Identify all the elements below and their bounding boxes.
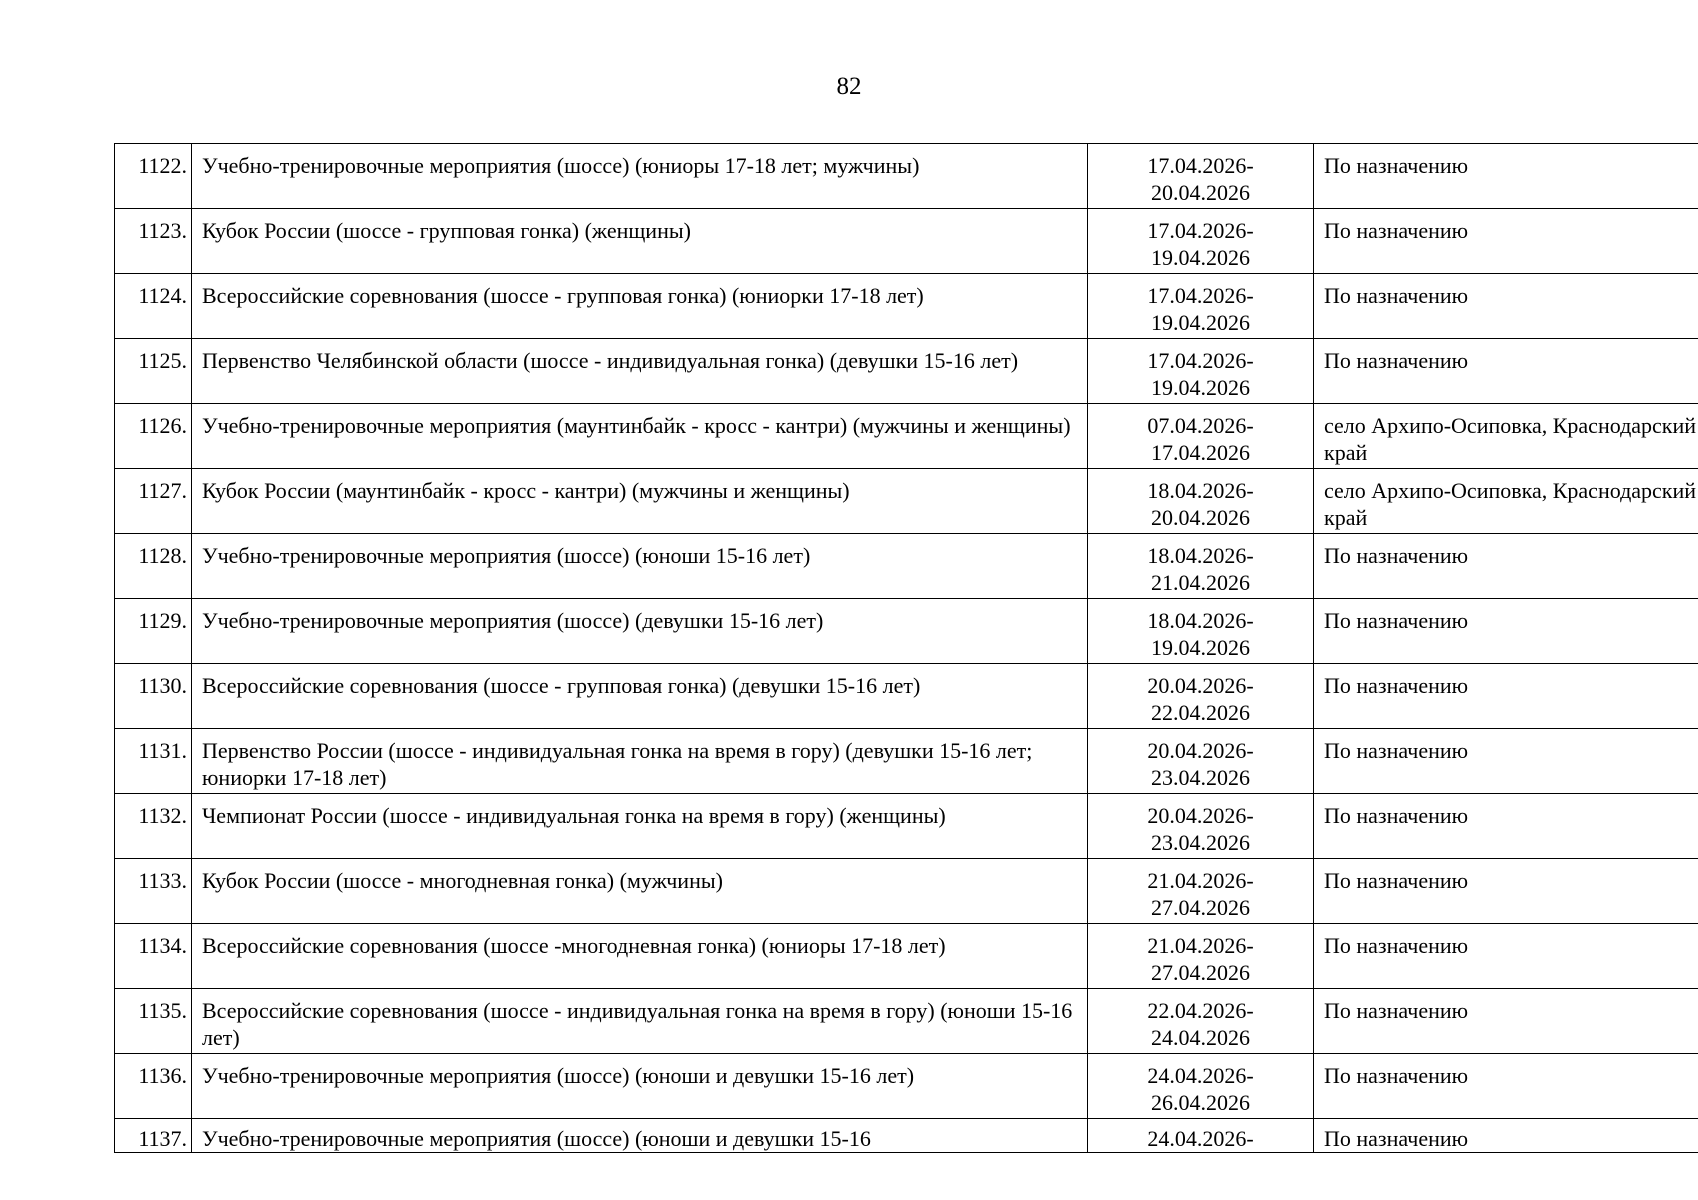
table-row: [115, 924, 1698, 989]
row-number: 1132.: [115, 794, 192, 859]
table-row: [115, 144, 1698, 209]
row-number: 1124.: [115, 274, 192, 339]
event-name: Всероссийские соревнования (шоссе - групповая гонка) (девушки 15-16 лет): [192, 664, 1088, 729]
page-number: 82: [836, 73, 862, 100]
events-table: [114, 143, 1698, 1153]
table-row: [115, 729, 1698, 794]
table-row: [115, 339, 1698, 404]
event-name: Учебно-тренировочные мероприятия (маунтинбайк - кросс - кантри) (мужчины и женщины): [192, 404, 1088, 469]
event-name: Учебно-тренировочные мероприятия (шоссе) (девушки 15-16 лет): [192, 599, 1088, 664]
event-name: Кубок России (шоссе - многодневная гонка) (мужчины): [192, 859, 1088, 924]
event-dates: 17.04.2026-19.04.2026: [1088, 274, 1314, 339]
table-row: [115, 599, 1698, 664]
event-place: По назначению: [1314, 534, 1698, 599]
event-place: По назначению: [1314, 924, 1698, 989]
event-name: Учебно-тренировочные мероприятия (шоссе) (юниоры 17-18 лет; мужчины): [192, 144, 1088, 209]
row-number: 1126.: [115, 404, 192, 469]
row-number: 1135.: [115, 989, 192, 1054]
event-place: По назначению: [1314, 664, 1698, 729]
table-row: [115, 404, 1698, 469]
event-dates: 17.04.2026-19.04.2026: [1088, 209, 1314, 274]
event-place: По назначению: [1314, 274, 1698, 339]
row-number: 1137.: [115, 1119, 192, 1153]
row-number: 1122.: [115, 144, 192, 209]
event-name: Учебно-тренировочные мероприятия (шоссе) (юноши и девушки 15-16 лет): [192, 1054, 1088, 1119]
event-dates: 20.04.2026-23.04.2026: [1088, 794, 1314, 859]
event-place: село Архипо-Осиповка, Краснодарский край: [1314, 404, 1698, 469]
event-dates: 21.04.2026-27.04.2026: [1088, 924, 1314, 989]
table-row: [115, 209, 1698, 274]
table-row: [115, 274, 1698, 339]
event-dates: 17.04.2026-19.04.2026: [1088, 339, 1314, 404]
event-dates: 24.04.2026-26.04.2026: [1088, 1054, 1314, 1119]
row-number: 1130.: [115, 664, 192, 729]
event-place: По назначению: [1314, 859, 1698, 924]
row-number: 1128.: [115, 534, 192, 599]
event-dates: 22.04.2026-24.04.2026: [1088, 989, 1314, 1054]
event-place: По назначению: [1314, 1054, 1698, 1119]
row-number: 1133.: [115, 859, 192, 924]
event-place: По назначению: [1314, 729, 1698, 794]
table-row: [115, 1119, 1698, 1153]
row-number: 1123.: [115, 209, 192, 274]
event-place: По назначению: [1314, 209, 1698, 274]
table-row: [115, 794, 1698, 859]
row-number: 1134.: [115, 924, 192, 989]
event-name: Первенство России (шоссе - индивидуальная гонка на время в гору) (девушки 15-16 лет; юниорки 17-18 лет): [192, 729, 1088, 794]
event-name: Учебно-тренировочные мероприятия (шоссе) (юноши 15-16 лет): [192, 534, 1088, 599]
table-row: [115, 1054, 1698, 1119]
event-name: Всероссийские соревнования (шоссе - групповая гонка) (юниорки 17-18 лет): [192, 274, 1088, 339]
table-row: [115, 989, 1698, 1054]
row-number: 1131.: [115, 729, 192, 794]
row-number: 1125.: [115, 339, 192, 404]
event-dates: 21.04.2026-27.04.2026: [1088, 859, 1314, 924]
event-dates: 18.04.2026-19.04.2026: [1088, 599, 1314, 664]
event-name: Кубок России (шоссе - групповая гонка) (женщины): [192, 209, 1088, 274]
event-name: Всероссийские соревнования (шоссе -многодневная гонка) (юниоры 17-18 лет): [192, 924, 1088, 989]
row-number: 1136.: [115, 1054, 192, 1119]
event-name: Первенство Челябинской области (шоссе - индивидуальная гонка) (девушки 15-16 лет): [192, 339, 1088, 404]
row-number: 1127.: [115, 469, 192, 534]
event-place: По назначению: [1314, 339, 1698, 404]
table-row: [115, 664, 1698, 729]
event-dates: 24.04.2026-: [1088, 1119, 1314, 1153]
event-name: Кубок России (маунтинбайк - кросс - кантри) (мужчины и женщины): [192, 469, 1088, 534]
event-place: село Архипо-Осиповка, Краснодарский край: [1314, 469, 1698, 534]
event-dates: 20.04.2026-23.04.2026: [1088, 729, 1314, 794]
event-place: По назначению: [1314, 1119, 1698, 1153]
event-place: По назначению: [1314, 144, 1698, 209]
event-dates: 18.04.2026-21.04.2026: [1088, 534, 1314, 599]
event-dates: 20.04.2026-22.04.2026: [1088, 664, 1314, 729]
event-name: Учебно-тренировочные мероприятия (шоссе) (юноши и девушки 15-16: [192, 1119, 1088, 1153]
table-row: [115, 469, 1698, 534]
event-name: Чемпионат России (шоссе - индивидуальная гонка на время в гору) (женщины): [192, 794, 1088, 859]
event-dates: 18.04.2026-20.04.2026: [1088, 469, 1314, 534]
event-dates: 17.04.2026-20.04.2026: [1088, 144, 1314, 209]
event-place: По назначению: [1314, 794, 1698, 859]
event-place: По назначению: [1314, 989, 1698, 1054]
event-place: По назначению: [1314, 599, 1698, 664]
table-row: [115, 859, 1698, 924]
row-number: 1129.: [115, 599, 192, 664]
table-row: [115, 534, 1698, 599]
event-name: Всероссийские соревнования (шоссе - индивидуальная гонка на время в гору) (юноши 15-16 лет): [192, 989, 1088, 1054]
event-dates: 07.04.2026-17.04.2026: [1088, 404, 1314, 469]
